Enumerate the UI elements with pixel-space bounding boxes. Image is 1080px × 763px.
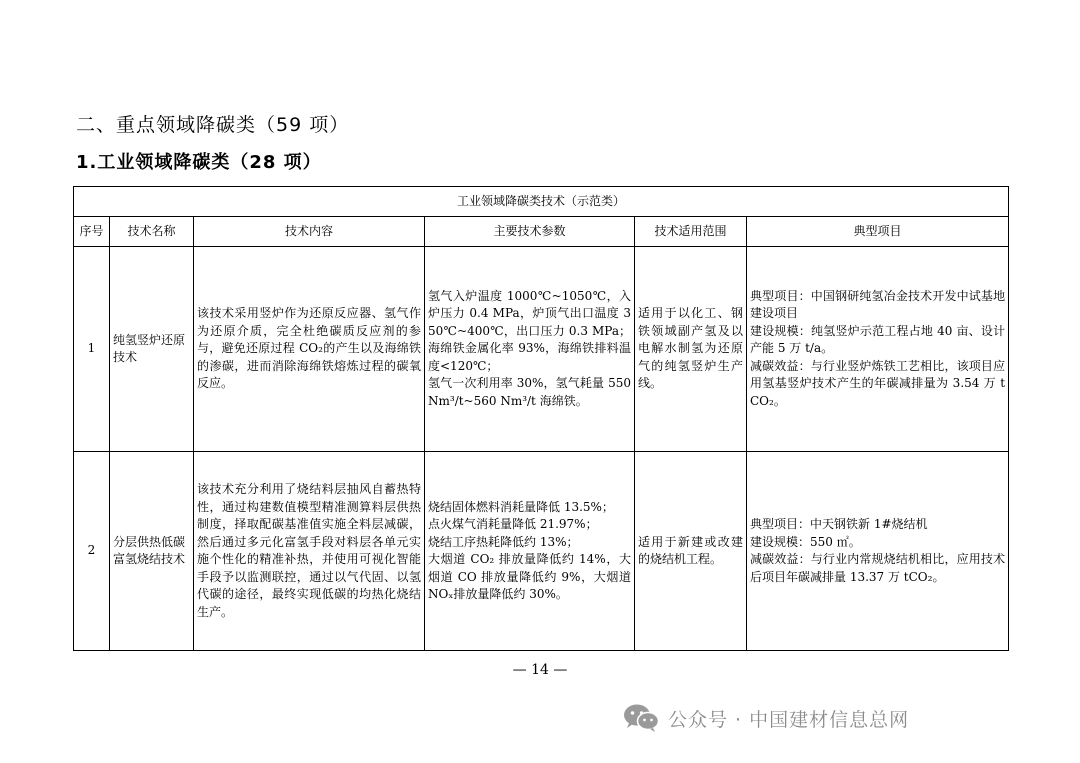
cell-content: 该技术充分利用了烧结料层抽风自蓄热特性，通过构建数值模型精准测算料层供热制度，择取配碳基准值实施全料层减碳，然后通过多元化富氢手段对料层各单元实施个性化的精准补热，并使用可视化智能手段予以监测联控，通过以气代固、以氢代碳的途径，最终实现低碳的均热化烧结生产。	[194, 452, 425, 651]
cell-name: 纯氢竖炉还原技术	[110, 247, 194, 452]
header-params: 主要技术参数	[425, 217, 635, 247]
section-title: 二、重点领域降碳类（59 项）	[76, 114, 350, 136]
table-row	[74, 452, 1009, 651]
table-caption-row	[74, 187, 1009, 217]
table-header-row	[74, 217, 1009, 247]
table-caption: 工业领域降碳类技术（示范类）	[74, 187, 1009, 217]
cell-name: 分层供热低碳富氢烧结技术	[110, 452, 194, 651]
watermark-text: 公众号 · 中国建材信息总网	[668, 708, 910, 731]
header-scope: 技术适用范围	[635, 217, 747, 247]
subsection-title: 1.工业领域降碳类（28 项）	[76, 152, 322, 173]
watermark	[622, 702, 909, 734]
header-name: 技术名称	[110, 217, 194, 247]
cell-params: 氢气入炉温度 1000℃~1050℃，入炉压力 0.4 MPa，炉顶气出口温度 350℃~400℃，出口压力 0.3 MPa；海绵铁金属化率 93%，海绵铁排料温度<120℃； 氢气一次利用率 30%，氢气耗量 550 Nm³/t~560 Nm³/t 海绵铁。	[425, 247, 635, 452]
table-row	[74, 247, 1009, 452]
technology-table	[73, 186, 1009, 651]
cell-content: 该技术采用竖炉作为还原反应器、氢气作为还原介质，完全杜绝碳质反应剂的参与，避免还原过程 CO₂的产生以及海绵铁的渗碳，进而消除海绵铁熔炼过程的碳氧反应。	[194, 247, 425, 452]
header-index: 序号	[74, 217, 110, 247]
cell-params: 烧结固体燃料消耗量降低 13.5%； 点火煤气消耗量降低 21.97%； 烧结工序热耗降低约 13%； 大烟道 CO₂ 排放量降低约 14%，大烟道 CO 排放量降低约 9%，大烟道 NOₓ排放量降低约 30%。	[425, 452, 635, 651]
cell-index: 2	[74, 452, 110, 651]
cell-index: 1	[74, 247, 110, 452]
cell-project: 典型项目：中国钢研纯氢冶金技术开发中试基地建设项目 建设规模：纯氢竖炉示范工程占地 40 亩、设计产能 5 万 t/a。 减碳效益：与行业竖炉炼铁工艺相比，该项目应用氢基竖炉技术产生的年碳减排量为 3.54 万 tCO₂。	[747, 247, 1009, 452]
header-project: 典型项目	[747, 217, 1009, 247]
cell-scope: 适用于以化工、钢铁领域副产氢及以电解水制氢为还原气的纯氢竖炉生产线。	[635, 247, 747, 452]
header-content: 技术内容	[194, 217, 425, 247]
page-number: — 14 —	[512, 662, 568, 678]
wechat-icon	[622, 702, 660, 734]
cell-scope: 适用于新建或改建的烧结机工程。	[635, 452, 747, 651]
cell-project: 典型项目：中天钢铁新 1#烧结机 建设规模：550 ㎡。 减碳效益：与行业内常规烧结机相比，应用技术后项目年碳减排量 13.37 万 tCO₂。	[747, 452, 1009, 651]
